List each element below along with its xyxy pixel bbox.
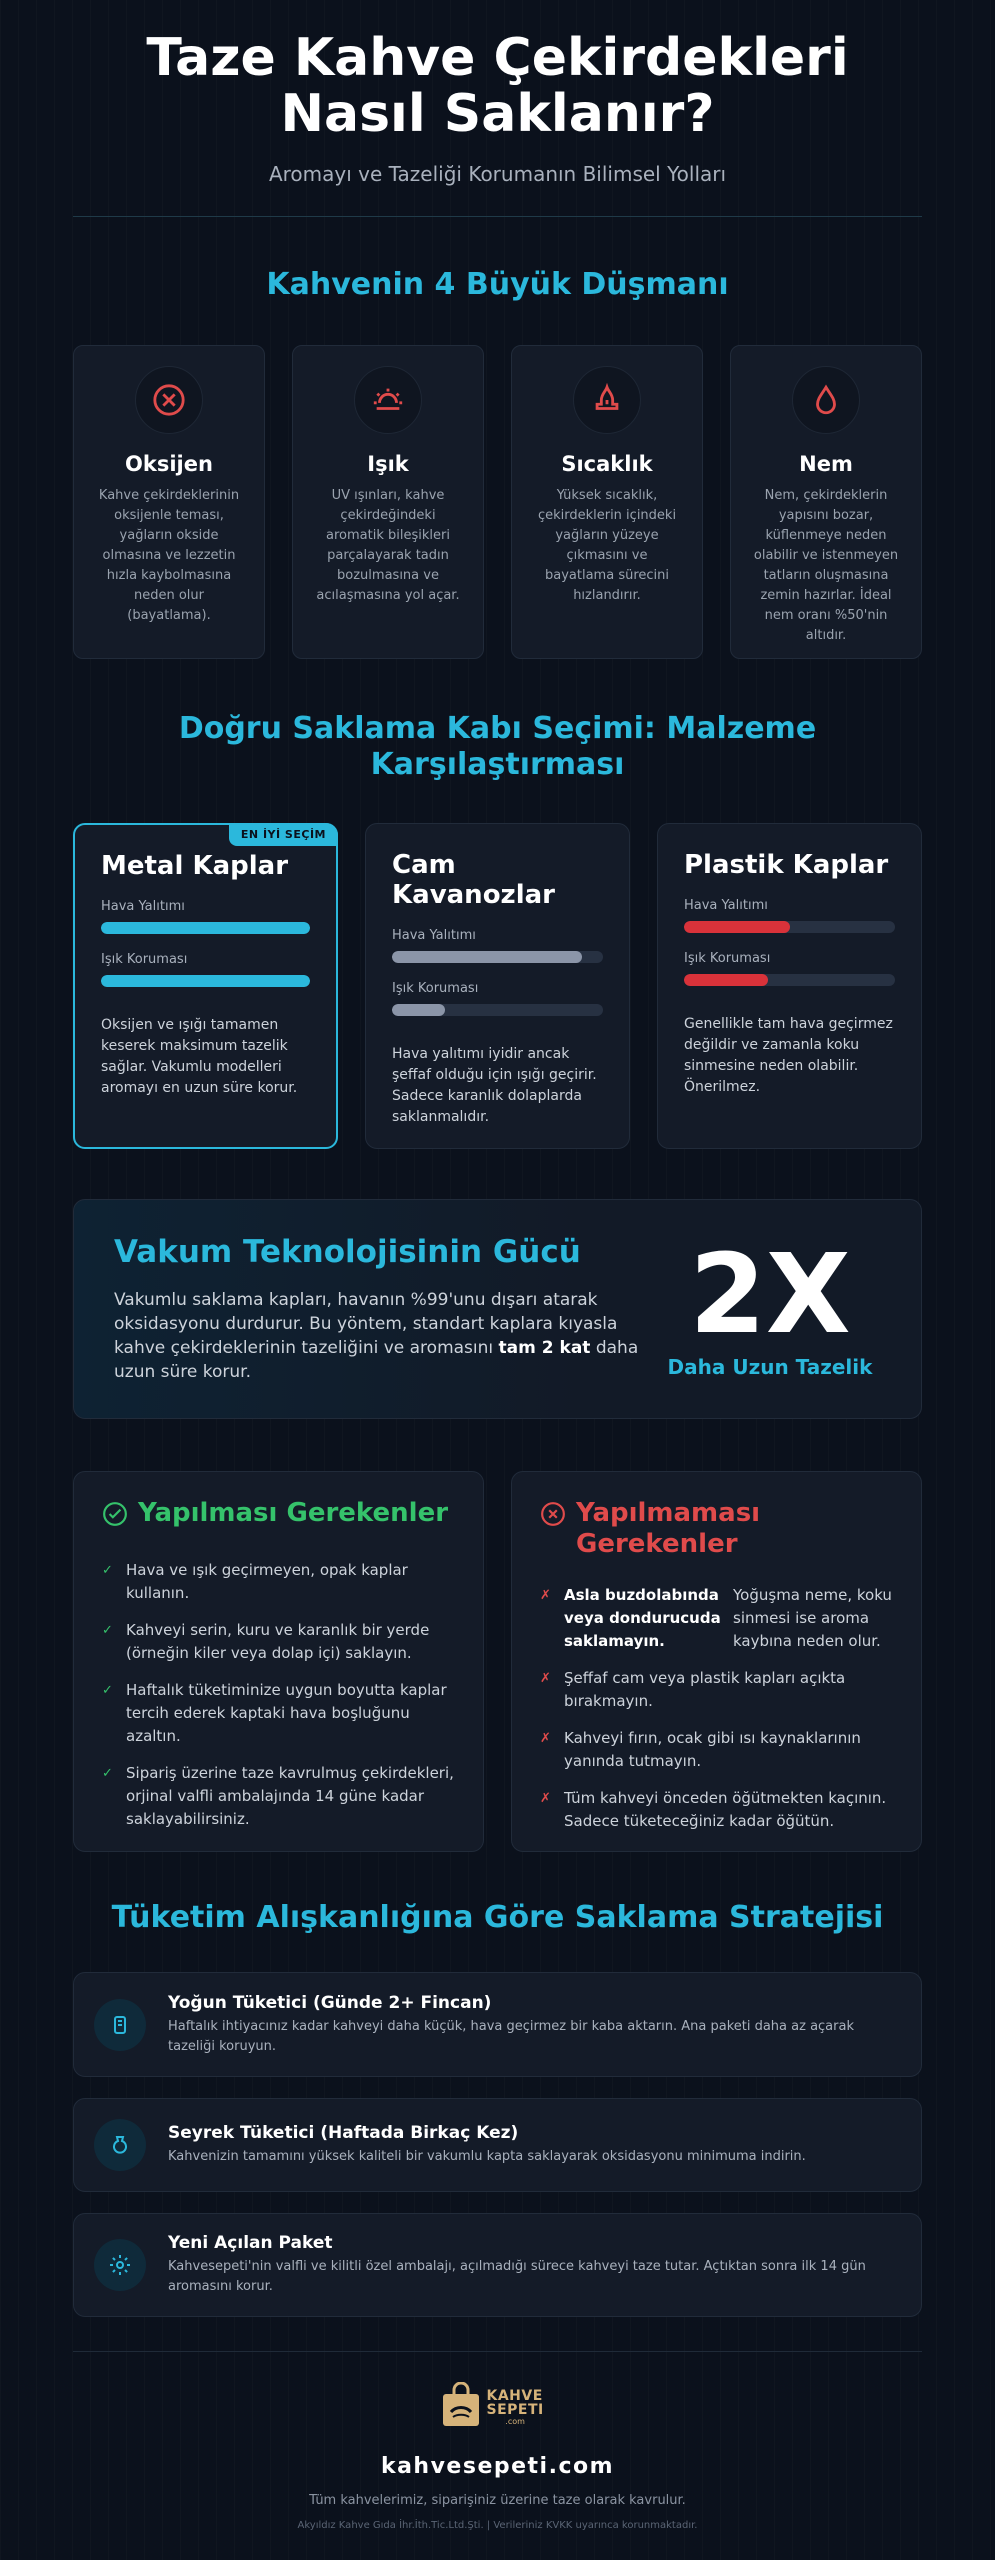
dont-title: Yapılmaması Gerekenler [576, 1498, 761, 1559]
strategy-row-light [73, 2098, 922, 2192]
metric-label-light: Işık Koruması [101, 952, 188, 967]
containers-title: Doğru Saklama Kabı Seçimi: Malzeme Karşılaştırması [178, 711, 817, 782]
light-protection-bar [684, 974, 895, 986]
cross-icon: ✗ [540, 1731, 551, 1746]
light-protection-fill [392, 1004, 445, 1016]
strategy-text: Kahvesepeti'nin valfli ve kilitli özel ambalajı, açılmadığı sürece kahveyi taze tutar. Açtıktan sonra ilk 14 gün aromasını korur. [168, 2259, 866, 2294]
container-card-plastic [657, 823, 922, 1149]
page-subtitle: Aromayı ve Tazeliği Korumanın Bilimsel Yolları [268, 162, 727, 186]
strategy-text: Haftalık ihtiyacınız kadar kahveyi daha küçük, hava geçirmez bir kaba aktarın. Ana paketi daha az açarak tazeliği koruyun. [168, 2018, 854, 2054]
check-circle-icon [102, 1501, 128, 1535]
do-card [73, 1471, 484, 1852]
sun-icon [354, 366, 422, 434]
enemy-title: Işık [367, 452, 409, 476]
vacuum-title: Vakum Teknolojisinin Gücü [114, 1234, 581, 1270]
strategy-text: Kahvenizin tamamını yüksek kaliteli bir vakumlu kapta saklayarak oksidasyonu minimuma indirin. [168, 2149, 806, 2164]
best-choice-badge: EN İYİ SEÇİM [229, 823, 338, 846]
do-heading [102, 1498, 455, 1535]
cup-icon [94, 1999, 146, 2051]
footer-legal: Akyıldız Kahve Gıda İhr.İth.Tic.Ltd.Şti. | Verileriniz KVKK uyarınca korunmaktadır. [297, 2520, 698, 2531]
dont-heading [540, 1498, 893, 1560]
list-item: ✓ Sipariş üzerine taze kavrulmuş çekirdekleri, orjinal valfli ambalajında 14 güne kadar saklayabilirsiniz. [102, 1762, 455, 1831]
enemy-title: Oksijen [125, 452, 213, 476]
container-text: Genellikle tam hava geçirmez değildir ve zamanla koku sinmesine neden olabilir. Önerilmez. [684, 1016, 893, 1095]
check-icon: ✓ [102, 1563, 113, 1578]
light-protection-bar [392, 1004, 603, 1016]
check-icon: ✓ [102, 1683, 113, 1698]
x-circle-icon [540, 1501, 566, 1535]
strategy-title-item: Yeni Açılan Paket [168, 2233, 333, 2253]
strategy-title: Tüketim Alışkanlığına Göre Saklama Stratejisi [111, 1900, 884, 1935]
enemies-title: Kahvenin 4 Büyük Düşmanı [266, 267, 729, 302]
cross-icon: ✗ [540, 1791, 551, 1806]
container-text: Oksijen ve ışığı tamamen keserek maksimum tazelik sağlar. Vakumlu modelleri aromayı en uzun süre korur. [101, 1017, 298, 1096]
metric-label-air: Hava Yalıtımı [101, 899, 185, 914]
air-insulation-fill [392, 951, 582, 963]
dont-card [511, 1471, 922, 1852]
vacuum-panel [73, 1199, 922, 1419]
container-title: Cam Kavanozlar [392, 850, 555, 910]
metric-label-light: Işık Koruması [392, 981, 479, 996]
light-protection-fill [684, 974, 768, 986]
x-circle-icon [135, 366, 203, 434]
check-icon: ✓ [102, 1623, 113, 1638]
footer-divider [73, 2351, 922, 2352]
enemy-text: Nem, çekirdeklerin yapısını bozar, küflenmeye neden olabilir ve istenmeyen tatların oluşmasına zemin hazırlar. İdeal nem oranı %50'nin altıdır. [753, 488, 899, 643]
strategy-row-heavy [73, 1972, 922, 2077]
shopping-bag-logo-icon [441, 2382, 481, 2432]
enemy-card-oxygen [73, 345, 265, 659]
check-icon: ✓ [102, 1766, 113, 1781]
divider [73, 216, 922, 217]
vacuum-text: Vakumlu saklama kapları, havanın %99'unu dışarı atarak oksidasyonu durdurur. Bu yöntem, standart kaplara kıyasla kahve çekirdeklerinin tazeliğini ve aromasını tam 2 kat daha uzun süre korur. [114, 1290, 639, 1382]
containers-grid [73, 823, 922, 1149]
do-dont-section [73, 1471, 922, 1852]
air-insulation-fill [684, 921, 790, 933]
metric-label-light: Işık Koruması [684, 951, 771, 966]
page-title: Taze Kahve Çekirdekleri Nasıl Saklanır? [146, 28, 849, 144]
list-item: ✓ Hava ve ışık geçirmeyen, opak kaplar kullanın. [102, 1559, 455, 1605]
cross-icon: ✗ [540, 1671, 551, 1686]
vacuum-highlight: tam 2 kat [498, 1338, 591, 1358]
footer-note: Tüm kahvelerimiz, siparişiniz üzerine taze olarak kavrulur. [309, 2493, 686, 2508]
enemy-text: UV ışınları, kahve çekirdeğindeki aromatik bileşikleri parçalayarak tadın bozulmasına ve acılaşmasına yol açar. [316, 488, 460, 603]
enemy-text: Yüksek sıcaklık, çekirdeklerin içindeki yağların yüzeye çıkmasını ve bayatlama sürecini hızlandırır. [537, 488, 677, 603]
strategy-title-item: Yoğun Tüketici (Günde 2+ Fincan) [168, 1992, 492, 2013]
bag-icon [94, 2119, 146, 2171]
enemy-title: Nem [799, 452, 853, 476]
list-item: ✗ Tüm kahveyi önceden öğütmekten kaçının. Sadece tüketeceğiniz kadar öğütün. [540, 1787, 893, 1833]
container-title: Plastik Kaplar [684, 850, 889, 880]
site-domain[interactable]: kahvesepeti.com [380, 2454, 615, 2479]
light-protection-bar [101, 975, 310, 987]
droplet-icon [792, 366, 860, 434]
container-card-metal [73, 823, 338, 1149]
enemy-card-humidity [730, 345, 922, 659]
enemy-text: Kahve çekirdeklerinin oksijenle teması, yağların okside olmasına ve lezzetin hızla kaybolmasına neden olur (bayatlama). [98, 488, 240, 623]
enemy-card-heat [511, 345, 703, 659]
strategy-title-item: Seyrek Tüketici (Haftada Birkaç Kez) [168, 2123, 519, 2143]
air-insulation-bar [392, 951, 603, 963]
list-item: ✗ Kahveyi fırın, ocak gibi ısı kaynaklarının yanında tutmayın. [540, 1727, 893, 1773]
vacuum-caption: Daha Uzun Tazelik [667, 1355, 873, 1379]
air-insulation-fill [101, 922, 310, 934]
flame-icon [573, 366, 641, 434]
logo-line-2: SEPETI [486, 2401, 544, 2418]
brand-logo[interactable] [441, 2382, 555, 2432]
metric-label-air: Hava Yalıtımı [392, 928, 476, 943]
light-protection-fill [101, 975, 310, 987]
strategy-list [73, 1972, 922, 2317]
logo-com: .com [505, 2416, 525, 2426]
do-list [102, 1559, 455, 1831]
air-insulation-bar [101, 922, 310, 934]
dont-list [540, 1584, 893, 1833]
enemy-title: Sıcaklık [561, 452, 653, 476]
container-card-glass [365, 823, 630, 1149]
container-title: Metal Kaplar [101, 851, 289, 881]
enemy-card-light [292, 345, 484, 659]
metric-label-air: Hava Yalıtımı [684, 898, 768, 913]
logo-line-1: KAHVE [486, 2387, 543, 2404]
list-item: ✓ Kahveyi serin, kuru ve karanlık bir yerde (örneğin kiler veya dolap içi) saklayın. [102, 1619, 455, 1665]
list-item: ✗ Şeffaf cam veya plastik kapları açıkta bırakmayın. [540, 1667, 893, 1713]
list-item: ✓ Haftalık tüketiminize uygun boyutta kaplar tercih ederek kaptaki hava boşluğunu azaltın. [102, 1679, 455, 1748]
vacuum-multiplier: 2X [689, 1230, 851, 1358]
list-item: ✗ Asla buzdolabında veya dondurucuda saklamayın. Yoğuşma neme, koku sinmesi ise aroma kaybına neden olur. [540, 1584, 893, 1653]
cross-icon: ✗ [540, 1588, 551, 1603]
do-title: Yapılması Gerekenler [138, 1498, 449, 1528]
container-text: Hava yalıtımı iyidir ancak şeffaf olduğu için ışığı geçirir. Sadece karanlık dolaplarda saklanmalıdır. [392, 1046, 597, 1125]
air-insulation-bar [684, 921, 895, 933]
enemies-grid [73, 345, 922, 659]
gear-icon [94, 2239, 146, 2291]
strategy-row-new-pack [73, 2213, 922, 2317]
